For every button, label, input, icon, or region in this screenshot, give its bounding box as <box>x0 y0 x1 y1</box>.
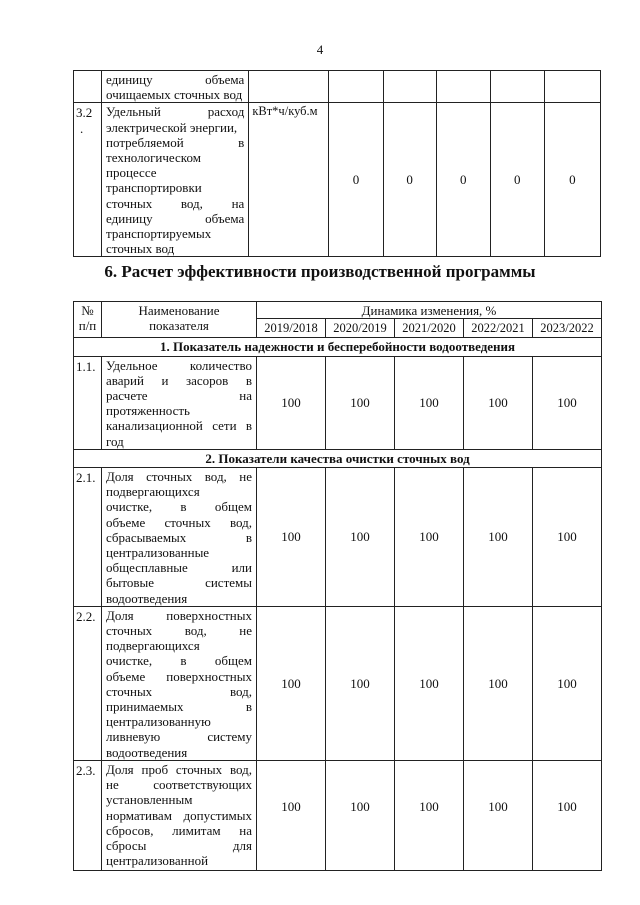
value-cell: 100 <box>395 356 464 449</box>
value-cell: 100 <box>395 468 464 607</box>
name-line: транспортировки <box>106 180 202 196</box>
name-line: общесплавные или <box>106 560 252 576</box>
name-line: централизованной <box>106 853 209 869</box>
name-line: транспортируемых <box>106 226 212 242</box>
section-row <box>74 338 602 356</box>
section-row <box>74 449 602 467</box>
name-line: электрической энергии, <box>106 119 238 135</box>
value-cell: 0 <box>383 103 436 257</box>
indicator-name <box>102 468 257 607</box>
name-line: нормативам допустимых <box>106 807 252 823</box>
value-cell: 100 <box>464 760 533 870</box>
row-number: 2.3. <box>74 760 102 870</box>
value-cell: 100 <box>326 356 395 449</box>
value-cell: 0 <box>544 103 600 257</box>
name-line: очистке, в общем <box>106 499 252 515</box>
name-line: сбросы для <box>106 837 252 853</box>
row-number: 1.1. <box>74 356 102 449</box>
year-header: 2020/2019 <box>326 319 395 338</box>
table-row <box>74 103 601 257</box>
value-cell: 100 <box>533 606 602 760</box>
indicator-name <box>102 760 257 870</box>
page-number: 4 <box>316 42 324 57</box>
name-line: очистке, в общем <box>106 653 252 669</box>
value-cell: 100 <box>395 760 464 870</box>
name-line: сбросов, лимитам на <box>106 822 252 838</box>
name-line: объеме сточных вод, <box>106 514 252 530</box>
name-line: расчете на <box>106 388 252 404</box>
name-line: Удельное количество <box>106 357 252 373</box>
name-line: процессе <box>106 165 157 181</box>
name-line: централизованную <box>106 714 211 730</box>
table-row <box>74 468 602 607</box>
year-header: 2022/2021 <box>464 319 533 338</box>
efficiency-table <box>73 301 602 871</box>
section-heading: 1. Показатель надежности и бесперебойности водоотведения <box>74 338 602 356</box>
table-row <box>74 760 602 870</box>
section-heading: 2. Показатели качества очистки сточных вод <box>74 449 602 467</box>
value-cell: 100 <box>533 760 602 870</box>
table-row <box>74 71 601 103</box>
name-line: год <box>106 433 124 449</box>
name-line: принимаемых в <box>106 699 252 715</box>
name-line: сточных вод, на <box>106 195 245 211</box>
name-line: подвергающихся <box>106 638 200 654</box>
name-line: очищаемых сточных вод <box>106 87 243 103</box>
indicator-name <box>102 103 249 257</box>
row-number: 2.2. <box>74 606 102 760</box>
name-line: водоотведения <box>106 590 188 606</box>
header-row <box>74 302 602 319</box>
header-name: Наименование показателя <box>102 302 257 338</box>
name-line: не соответствующих <box>106 777 252 793</box>
value-cell: 100 <box>257 468 326 607</box>
value-cell: 100 <box>395 606 464 760</box>
name-line: протяженность <box>106 403 190 419</box>
indicator-name <box>102 606 257 760</box>
table-row <box>74 606 602 760</box>
name-line: ливневую систему <box>106 729 252 745</box>
value-cell: 100 <box>464 606 533 760</box>
name-line: подвергающихся <box>106 484 200 500</box>
value-cell: 100 <box>464 468 533 607</box>
year-header: 2021/2020 <box>395 319 464 338</box>
header-dynamics: Динамика изменения, % <box>257 302 602 319</box>
name-line: централизованные <box>106 545 210 561</box>
value-cell: 0 <box>490 103 544 257</box>
name-line: канализационной сети в <box>106 418 252 434</box>
value-cell: 100 <box>533 468 602 607</box>
value-cell: 100 <box>257 606 326 760</box>
year-header: 2019/2018 <box>257 319 326 338</box>
section-title: 6. Расчет эффективности производственной программы <box>104 262 536 281</box>
table-row <box>74 356 602 449</box>
name-line: потребляемой в <box>106 134 245 150</box>
name-line: сточных вод, <box>106 683 252 699</box>
year-header: 2023/2022 <box>533 319 602 338</box>
name-line: сточных вод <box>106 241 175 257</box>
value-cell: 100 <box>533 356 602 449</box>
name-line: бытовые системы <box>106 575 252 591</box>
top-table <box>73 70 601 257</box>
name-line: установленным <box>106 792 193 808</box>
cont-name-cell <box>102 71 249 103</box>
name-line: сточных вод, не <box>106 623 252 639</box>
name-line: аварий и засоров в <box>106 372 252 388</box>
value-cell: 0 <box>436 103 490 257</box>
value-cell: 100 <box>464 356 533 449</box>
name-line: Удельный расход <box>106 104 245 120</box>
name-line: Доля проб сточных вод, <box>106 761 252 777</box>
row-number: 2.1. <box>74 468 102 607</box>
name-line: единицу объема <box>106 72 245 87</box>
name-line: водоотведения <box>106 744 188 760</box>
value-cell: 0 <box>329 103 383 257</box>
unit-cell: кВт*ч/куб.м <box>249 103 329 257</box>
value-cell: 100 <box>257 760 326 870</box>
name-line: Доля сточных вод, не <box>106 469 252 485</box>
value-cell: 100 <box>326 468 395 607</box>
name-line: технологическом <box>106 150 201 166</box>
row-number: 3.2 . <box>74 103 102 257</box>
value-cell: 100 <box>257 356 326 449</box>
value-cell: 100 <box>326 606 395 760</box>
name-line: сбрасываемых в <box>106 529 252 545</box>
value-cell: 100 <box>326 760 395 870</box>
indicator-name <box>102 356 257 449</box>
name-line: единицу объема <box>106 210 245 226</box>
name-line: объеме поверхностных <box>106 668 252 684</box>
header-number: № п/п <box>74 302 102 338</box>
name-line: Доля поверхностных <box>106 607 252 623</box>
